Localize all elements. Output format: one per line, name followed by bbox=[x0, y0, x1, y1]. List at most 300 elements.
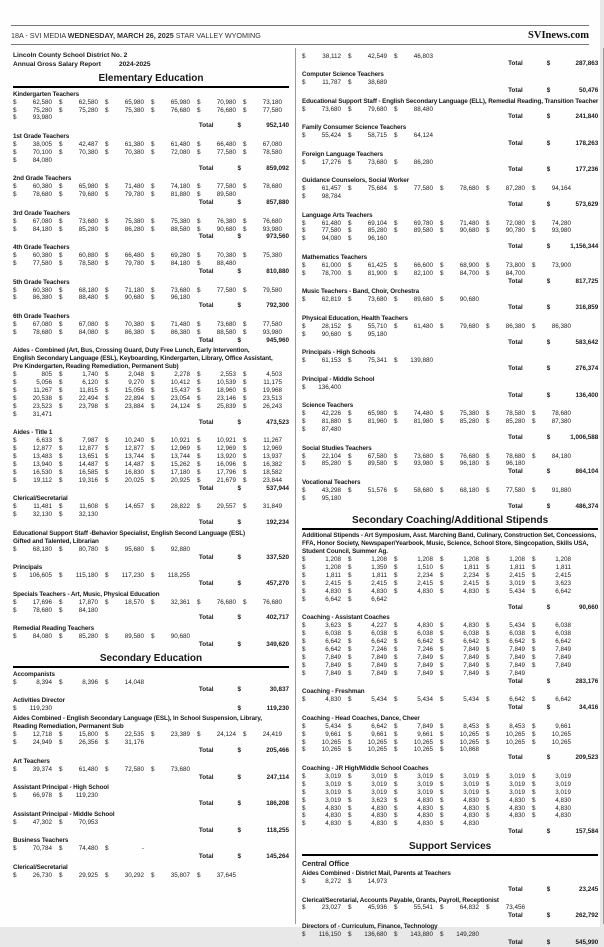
dollar-sign: $ bbox=[394, 746, 398, 754]
dollar-sign: $ bbox=[59, 371, 63, 379]
dollar-sign: $ bbox=[348, 630, 352, 638]
salary-cell bbox=[394, 270, 440, 278]
salary-cell bbox=[486, 662, 532, 670]
dollar-sign: $ bbox=[13, 183, 17, 191]
salary-row bbox=[13, 252, 289, 260]
salary-value: 89,580 bbox=[201, 191, 243, 199]
salary-value: 67,580 bbox=[352, 453, 394, 461]
salary-value: 71,480 bbox=[444, 220, 486, 228]
salary-value: 69,104 bbox=[352, 220, 394, 228]
salary-value: 10,412 bbox=[155, 379, 197, 387]
dollar-sign: $ bbox=[486, 572, 490, 580]
salary-cell bbox=[13, 379, 59, 387]
salary-row bbox=[302, 132, 598, 140]
total-label: Total bbox=[199, 233, 214, 241]
dollar-sign: $ bbox=[394, 487, 398, 495]
salary-cell bbox=[440, 262, 486, 270]
salary-cell bbox=[532, 572, 578, 580]
salary-value: 7,849 bbox=[536, 646, 578, 654]
salary-value: 62,580 bbox=[63, 99, 105, 107]
dollar-sign: $ bbox=[394, 773, 398, 781]
salary-cell bbox=[486, 739, 532, 747]
salary-value: 10,265 bbox=[536, 739, 578, 747]
salary-cell bbox=[440, 696, 486, 704]
salary-cell bbox=[105, 739, 151, 747]
salary-value: 11,608 bbox=[63, 503, 105, 511]
total-dollar-sign: $ bbox=[547, 87, 551, 95]
salary-value: 79,680 bbox=[352, 106, 394, 114]
salary-category bbox=[13, 347, 289, 426]
dollar-sign: $ bbox=[13, 191, 17, 199]
district-name: Lincoln County School District No. 2 bbox=[13, 52, 289, 61]
total-value: 177,236 bbox=[550, 166, 598, 174]
dollar-sign: $ bbox=[243, 599, 247, 607]
dollar-sign: $ bbox=[348, 739, 352, 747]
dollar-sign: $ bbox=[105, 99, 109, 107]
dollar-sign: $ bbox=[59, 792, 63, 800]
dollar-sign: $ bbox=[151, 599, 155, 607]
salary-cell bbox=[394, 296, 440, 304]
dollar-sign: $ bbox=[59, 260, 63, 268]
right-column bbox=[295, 48, 604, 924]
spacer bbox=[59, 705, 237, 713]
salary-cell bbox=[302, 580, 348, 588]
salary-cell bbox=[197, 872, 243, 880]
total-value: 349,620 bbox=[241, 641, 289, 649]
salary-value: 84,080 bbox=[63, 329, 105, 337]
salary-value: 3,019 bbox=[490, 781, 532, 789]
salary-cell bbox=[13, 403, 59, 411]
dollar-sign: $ bbox=[13, 218, 17, 226]
dollar-sign: $ bbox=[13, 445, 17, 453]
dollar-sign: $ bbox=[243, 226, 247, 234]
total-value: 90,660 bbox=[550, 604, 598, 612]
dollar-sign: $ bbox=[486, 731, 490, 739]
salary-cell bbox=[13, 411, 59, 419]
salary-value: 3,019 bbox=[398, 781, 440, 789]
dollar-sign: $ bbox=[151, 453, 155, 461]
salary-value: 74,280 bbox=[536, 220, 578, 228]
salary-value: 2,048 bbox=[109, 371, 151, 379]
salary-cell bbox=[394, 723, 440, 731]
salary-cell bbox=[197, 453, 243, 461]
total-value: 857,880 bbox=[241, 199, 289, 207]
dollar-sign: $ bbox=[197, 107, 201, 115]
dollar-sign: $ bbox=[532, 323, 536, 331]
salary-cell bbox=[105, 453, 151, 461]
salary-cell bbox=[440, 588, 486, 596]
total-value: 402,717 bbox=[241, 614, 289, 622]
salary-value: 84,700 bbox=[444, 270, 486, 278]
total-value: 119,230 bbox=[241, 705, 289, 713]
salary-value: 17,870 bbox=[63, 599, 105, 607]
salary-cell bbox=[105, 107, 151, 115]
salary-value: 9,661 bbox=[536, 723, 578, 731]
dollar-sign: $ bbox=[243, 287, 247, 295]
salary-cell bbox=[486, 654, 532, 662]
salary-cell bbox=[532, 805, 578, 813]
dollar-sign: $ bbox=[532, 731, 536, 739]
dollar-sign: $ bbox=[302, 773, 306, 781]
salary-cell bbox=[348, 696, 394, 704]
salary-value: 55,710 bbox=[352, 323, 394, 331]
salary-cell bbox=[13, 99, 59, 107]
total-label: Total bbox=[508, 166, 523, 174]
dollar-sign: $ bbox=[197, 149, 201, 157]
salary-value: 43,298 bbox=[306, 487, 348, 495]
salary-cell bbox=[394, 820, 440, 828]
salary-value: 13,937 bbox=[247, 453, 289, 461]
salary-cell bbox=[532, 773, 578, 781]
salary-value: 117,230 bbox=[109, 572, 151, 580]
salary-value: 4,830 bbox=[536, 797, 578, 805]
salary-cell bbox=[394, 789, 440, 797]
salary-value: 95,680 bbox=[109, 546, 151, 554]
salary-cell bbox=[348, 53, 394, 61]
total-dollar-sign: $ bbox=[547, 468, 551, 476]
salary-row bbox=[13, 599, 289, 607]
total-dollar-sign: $ bbox=[547, 503, 551, 511]
salary-cell bbox=[440, 931, 486, 939]
dollar-sign: $ bbox=[151, 731, 155, 739]
salary-cell bbox=[197, 329, 243, 337]
salary-cell bbox=[486, 227, 532, 235]
total-value: 118,255 bbox=[241, 827, 289, 835]
salary-cell bbox=[151, 437, 197, 445]
salary-cell bbox=[440, 662, 486, 670]
total-value: 859,092 bbox=[241, 165, 289, 173]
salary-category bbox=[302, 53, 598, 69]
total-label: Total bbox=[199, 827, 214, 835]
salary-cell bbox=[440, 670, 486, 678]
right-blocks bbox=[302, 53, 598, 947]
salary-value: 6,642 bbox=[536, 588, 578, 596]
salary-value: 76,680 bbox=[247, 218, 289, 226]
salary-value: 32,361 bbox=[155, 599, 197, 607]
salary-cell bbox=[13, 572, 59, 580]
salary-value: 79,580 bbox=[247, 287, 289, 295]
salary-cell bbox=[13, 149, 59, 157]
salary-row bbox=[302, 820, 598, 828]
salary-value: 75,684 bbox=[352, 185, 394, 193]
salary-row bbox=[302, 193, 598, 201]
salary-cell bbox=[440, 797, 486, 805]
dollar-sign: $ bbox=[13, 252, 17, 260]
dollar-sign: $ bbox=[59, 453, 63, 461]
salary-cell bbox=[348, 357, 394, 365]
category-name: Principals - High Schools bbox=[302, 349, 598, 357]
dollar-sign: $ bbox=[197, 731, 201, 739]
total-label: Total bbox=[199, 337, 214, 345]
dollar-sign: $ bbox=[394, 220, 398, 228]
salary-cell bbox=[151, 379, 197, 387]
dollar-sign: $ bbox=[394, 646, 398, 654]
dollar-sign: $ bbox=[394, 580, 398, 588]
salary-row bbox=[302, 453, 598, 461]
salary-value: 67,080 bbox=[17, 218, 59, 226]
salary-row bbox=[13, 705, 289, 713]
salary-value: 76,680 bbox=[201, 599, 243, 607]
dollar-sign: $ bbox=[532, 646, 536, 654]
salary-row bbox=[302, 79, 598, 87]
salary-cell bbox=[151, 477, 197, 485]
total-line bbox=[13, 165, 289, 173]
salary-cell bbox=[440, 638, 486, 646]
salary-cell bbox=[151, 107, 197, 115]
salary-cell bbox=[243, 107, 289, 115]
salary-cell bbox=[243, 149, 289, 157]
total-line bbox=[302, 113, 598, 121]
salary-cell bbox=[59, 503, 105, 511]
dollar-sign: $ bbox=[105, 739, 109, 747]
salary-value: 7,849 bbox=[352, 670, 394, 678]
dollar-sign: $ bbox=[105, 633, 109, 641]
salary-cell bbox=[13, 503, 59, 511]
salary-value: 23,389 bbox=[155, 731, 197, 739]
category-name: Clerical/Secretarial bbox=[13, 495, 289, 503]
dollar-sign: $ bbox=[532, 220, 536, 228]
salary-row bbox=[13, 477, 289, 485]
salary-cell bbox=[302, 79, 348, 87]
dollar-sign: $ bbox=[302, 739, 306, 747]
dollar-sign: $ bbox=[59, 403, 63, 411]
dollar-sign: $ bbox=[105, 766, 109, 774]
dollar-sign: $ bbox=[302, 495, 306, 503]
total-dollar-sign: $ bbox=[547, 365, 551, 373]
total-line bbox=[302, 140, 598, 148]
dollar-sign: $ bbox=[151, 141, 155, 149]
salary-value: 11,267 bbox=[17, 387, 59, 395]
salary-cell bbox=[486, 723, 532, 731]
total-value: 23,245 bbox=[550, 886, 598, 894]
salary-cell bbox=[440, 622, 486, 630]
salary-cell bbox=[13, 183, 59, 191]
salary-cell bbox=[394, 739, 440, 747]
salary-cell bbox=[151, 766, 197, 774]
total-line bbox=[13, 122, 289, 130]
dollar-sign: $ bbox=[13, 845, 17, 853]
dollar-sign: $ bbox=[59, 679, 63, 687]
salary-value: 3,019 bbox=[444, 789, 486, 797]
salary-cell bbox=[105, 183, 151, 191]
salary-cell bbox=[59, 191, 105, 199]
category-name: Language Arts Teachers bbox=[302, 212, 598, 220]
salary-value: 23,027 bbox=[306, 904, 348, 912]
salary-cell bbox=[302, 773, 348, 781]
category-name: Mathematics Teachers bbox=[302, 254, 598, 262]
salary-cell bbox=[302, 904, 348, 912]
salary-value: 6,642 bbox=[306, 646, 348, 654]
salary-cell bbox=[13, 437, 59, 445]
total-label: Total bbox=[199, 268, 214, 276]
dollar-sign: $ bbox=[532, 588, 536, 596]
salary-row bbox=[302, 106, 598, 114]
salary-cell bbox=[302, 270, 348, 278]
dollar-sign: $ bbox=[105, 371, 109, 379]
salary-row bbox=[13, 679, 289, 687]
salary-category bbox=[13, 591, 289, 623]
salary-value: 75,380 bbox=[444, 410, 486, 418]
category-name: Coaching - Freshman bbox=[302, 688, 598, 696]
dollar-sign: $ bbox=[394, 357, 398, 365]
salary-value: 61,480 bbox=[306, 220, 348, 228]
salary-cell bbox=[486, 262, 532, 270]
salary-cell bbox=[151, 633, 197, 641]
dollar-sign: $ bbox=[243, 107, 247, 115]
salary-cell bbox=[440, 731, 486, 739]
salary-row bbox=[13, 149, 289, 157]
salary-cell bbox=[197, 503, 243, 511]
dollar-sign: $ bbox=[151, 437, 155, 445]
dollar-sign: $ bbox=[440, 820, 444, 828]
category-name: Social Studies Teachers bbox=[302, 445, 598, 453]
dollar-sign: $ bbox=[302, 185, 306, 193]
salary-cell bbox=[394, 931, 440, 939]
salary-value: 79,780 bbox=[109, 191, 151, 199]
salary-value: 73,680 bbox=[155, 287, 197, 295]
salary-value: 3,623 bbox=[536, 580, 578, 588]
salary-value: 10,868 bbox=[444, 746, 486, 754]
dollar-sign: $ bbox=[440, 723, 444, 731]
total-label: Total bbox=[199, 774, 214, 782]
dollar-sign: $ bbox=[197, 599, 201, 607]
dollar-sign: $ bbox=[348, 670, 352, 678]
dollar-sign: $ bbox=[348, 580, 352, 588]
salary-cell bbox=[13, 546, 59, 554]
salary-cell bbox=[486, 812, 532, 820]
dollar-sign: $ bbox=[532, 487, 536, 495]
salary-cell bbox=[302, 662, 348, 670]
dollar-sign: $ bbox=[348, 820, 352, 828]
salary-value: 61,480 bbox=[398, 323, 440, 331]
salary-cell bbox=[105, 379, 151, 387]
salary-row bbox=[13, 218, 289, 226]
salary-value: 4,830 bbox=[444, 820, 486, 828]
salary-value: 8,272 bbox=[306, 878, 348, 886]
dollar-sign: $ bbox=[302, 331, 306, 339]
salary-cell bbox=[13, 766, 59, 774]
dollar-sign: $ bbox=[302, 789, 306, 797]
dollar-sign: $ bbox=[348, 746, 352, 754]
total-dollar-sign: $ bbox=[547, 243, 551, 251]
salary-cell bbox=[151, 503, 197, 511]
salary-value: 69,780 bbox=[398, 220, 440, 228]
dollar-sign: $ bbox=[13, 572, 17, 580]
salary-cell bbox=[197, 107, 243, 115]
category-name: Gifted and Talented, Librarian bbox=[13, 538, 289, 546]
salary-value: 10,240 bbox=[109, 437, 151, 445]
salary-cell bbox=[394, 654, 440, 662]
masthead-location: STAR VALLEY WYOMING bbox=[174, 31, 261, 40]
salary-cell bbox=[243, 379, 289, 387]
dollar-sign: $ bbox=[302, 622, 306, 630]
dollar-sign: $ bbox=[394, 410, 398, 418]
salary-cell bbox=[302, 564, 348, 572]
salary-value: 13,920 bbox=[201, 453, 243, 461]
salary-cell bbox=[59, 792, 105, 800]
dollar-sign: $ bbox=[302, 696, 306, 704]
salary-value: 38,689 bbox=[352, 79, 394, 87]
salary-cell bbox=[105, 633, 151, 641]
total-dollar-sign: $ bbox=[547, 113, 551, 121]
total-label: Total bbox=[199, 686, 214, 694]
dollar-sign: $ bbox=[13, 819, 17, 827]
dollar-sign: $ bbox=[440, 630, 444, 638]
dollar-sign: $ bbox=[59, 183, 63, 191]
dollar-sign: $ bbox=[394, 564, 398, 572]
salary-value: 6,642 bbox=[398, 638, 440, 646]
masthead-website: SVInews.com bbox=[528, 30, 589, 41]
section-header: Secondary Coaching/Additional Stipends bbox=[302, 515, 598, 530]
salary-cell bbox=[486, 270, 532, 278]
salary-row bbox=[302, 781, 598, 789]
dollar-sign: $ bbox=[197, 387, 201, 395]
salary-cell bbox=[105, 572, 151, 580]
salary-value: 6,642 bbox=[306, 596, 348, 604]
dollar-sign: $ bbox=[394, 227, 398, 235]
salary-value: 84,080 bbox=[17, 157, 59, 165]
dollar-sign: $ bbox=[394, 662, 398, 670]
salary-cell bbox=[532, 646, 578, 654]
dollar-sign: $ bbox=[13, 679, 17, 687]
salary-value: 70,100 bbox=[17, 149, 59, 157]
dollar-sign: $ bbox=[197, 453, 201, 461]
salary-value: 139,880 bbox=[398, 357, 440, 365]
salary-cell bbox=[105, 461, 151, 469]
dollar-sign: $ bbox=[440, 622, 444, 630]
total-line bbox=[302, 166, 598, 174]
salary-row bbox=[302, 357, 598, 365]
salary-row bbox=[13, 731, 289, 739]
salary-value: 23,523 bbox=[17, 403, 59, 411]
dollar-sign: $ bbox=[105, 453, 109, 461]
dollar-sign: $ bbox=[105, 546, 109, 554]
salary-value: 14,487 bbox=[109, 461, 151, 469]
salary-cell bbox=[243, 395, 289, 403]
salary-cell bbox=[13, 607, 59, 615]
salary-value: 18,960 bbox=[201, 387, 243, 395]
salary-cell bbox=[105, 599, 151, 607]
dollar-sign: $ bbox=[151, 379, 155, 387]
dollar-sign: $ bbox=[59, 395, 63, 403]
dollar-sign: $ bbox=[13, 107, 17, 115]
salary-category bbox=[13, 625, 289, 649]
salary-value: 71,480 bbox=[109, 183, 151, 191]
salary-value: 2,415 bbox=[490, 572, 532, 580]
dollar-sign: $ bbox=[197, 183, 201, 191]
salary-cell bbox=[13, 633, 59, 641]
salary-value: 91,880 bbox=[536, 487, 578, 495]
salary-cell bbox=[243, 453, 289, 461]
salary-cell bbox=[105, 149, 151, 157]
salary-cell bbox=[13, 679, 59, 687]
dollar-sign: $ bbox=[13, 321, 17, 329]
dollar-sign: $ bbox=[59, 149, 63, 157]
salary-value: 74,480 bbox=[398, 410, 440, 418]
salary-cell bbox=[440, 904, 486, 912]
dollar-sign: $ bbox=[105, 287, 109, 295]
salary-value: 76,680 bbox=[444, 453, 486, 461]
salary-value: 17,276 bbox=[306, 159, 348, 167]
salary-cell bbox=[197, 731, 243, 739]
total-dollar-sign: $ bbox=[237, 614, 241, 622]
salary-cell bbox=[151, 252, 197, 260]
salary-value: 3,019 bbox=[490, 789, 532, 797]
dollar-sign: $ bbox=[440, 931, 444, 939]
dollar-sign: $ bbox=[151, 287, 155, 295]
salary-value: 8,453 bbox=[444, 723, 486, 731]
dollar-sign: $ bbox=[394, 262, 398, 270]
